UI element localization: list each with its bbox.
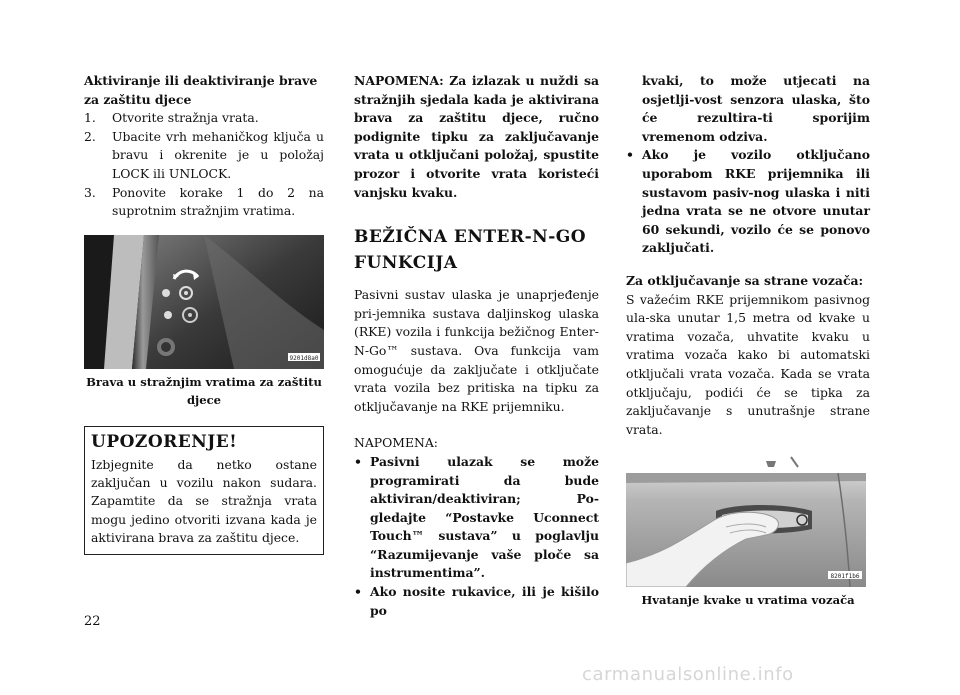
door-handle-illustration	[626, 453, 866, 587]
warning-text: Izbjegnite da netko ostane zaključan u vozilu nakon sudara. Zapamtite da se stražnja vrata mogu jedino otvoriti izvana kada je aktivirana brava za zaštitu djece.	[91, 456, 317, 546]
child-lock-illustration	[84, 235, 324, 369]
driver-unlock-heading: Za otključavanje sa strane vozača:	[626, 272, 864, 288]
figure-caption-child-lock: Brava u stražnjim vratima za zaštitu djece	[86, 374, 322, 408]
driver-unlock-paragraph: S važećim RKE prijemnikom pasivnog ula-ska unutar 1,5 metra od kvake u vratima vozača, uhvatite kvaku u vratima vozača kako bi automatski otključali vrata vozača. Kada se vrata otključaju, podići će se tipka za zaključavanje s unutrašnje strane vrata.	[626, 291, 870, 437]
bullet-2-continuation: kvaki, to može utjecati na osjetlji-vost senzora ulaska, što će rezultira-ti sporijim vremenom odziva.	[642, 73, 870, 144]
column-right	[626, 72, 870, 610]
bullet-1: • Pasivni ulazak se može programirati da bude aktiviran/deaktiviran; Po-gledajte “Postavke Uconnect Touch™ sustava” u poglavlju “Razumijevanje vaše ploče sa instrumentima”.	[354, 453, 599, 581]
column-middle	[354, 72, 599, 620]
column-left	[84, 72, 324, 555]
step-3: 3. Ponovite korake 1 do 2 na suprotnim stražnjim vratima.	[84, 184, 324, 219]
bullet-3: • Ako je vozilo otključano uporabom RKE prijemnika ili sustavom pasiv-nog ulaska i niti jedna vrata se ne otvore unutar 60 sekundi, vozilo će se ponovo zaključati.	[626, 147, 870, 256]
step-2: 2. Ubacite vrh mehaničkog ključa u bravu i okrenite je u položaj LOCK ili UNLOCK.	[84, 128, 324, 181]
section-heading: BEŽIČNA ENTER-N-GO FUNKCIJA	[354, 227, 587, 274]
child-lock-figure	[84, 235, 324, 369]
door-handle-figure	[626, 453, 866, 587]
note-label: NAPOMENA:	[354, 435, 438, 451]
emergency-note: NAPOMENA: Za izlazak u nuždi sa stražnjih sjedala kada je aktivirana brava za zaštitu djece, ručno podignite tipku za zaključavanje vrata u otključani položaj, spustite prozor i otvorite vrata koristeći vanjsku kvaku.	[354, 73, 599, 200]
warning-box	[84, 426, 324, 555]
bullet-2: • Ako nosite rukavice, ili je kišilo po	[354, 584, 599, 618]
warning-title: UPOZORENJE!	[91, 431, 238, 452]
figure-code: 8201f1b6	[830, 573, 860, 581]
figure-caption-door-handle: Hvatanje kvake u vratima vozača	[641, 593, 855, 608]
watermark: carmanualsonline.info	[582, 664, 794, 685]
step-1: 1. Otvorite stražnja vrata.	[84, 110, 259, 126]
passive-entry-paragraph: Pasivni sustav ulaska je unaprjeđenje pri-jemnika sustava daljinskog ulaska (RKE) vozila i funkcija bežičnog Enter-N-Go™ sustava. Ova funkcija vam omogućuje da zaključate i otključate vrata vozila bez pritiska na tipku za otključavanje na RKE prijemniku.	[354, 287, 599, 414]
page-number: 22	[84, 614, 101, 629]
figure-code: 9201d8a0	[289, 354, 319, 362]
child-lock-heading: Aktiviranje ili deaktiviranje brave za zaštitu djece	[84, 73, 318, 107]
